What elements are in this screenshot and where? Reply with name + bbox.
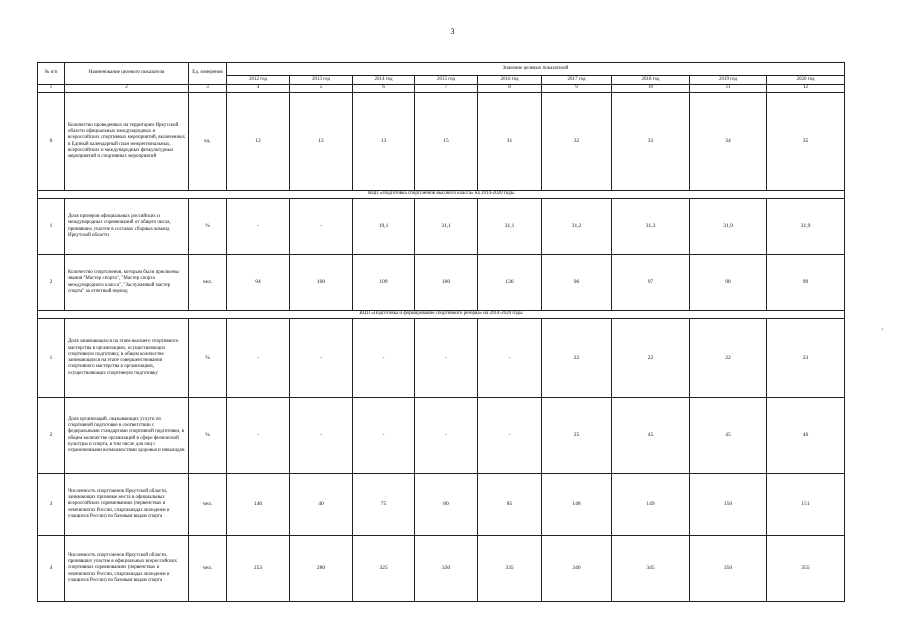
indicator-name: Количество проведенных на территории Иркутской области официальных международных и всероссийских спортивных мероприятий, включенных в Единый календарный план межрегиональных, всероссийских и международных физкультурных мероприятий и спортивных мероприятий <box>65 93 189 191</box>
column-number: 8 <box>478 85 542 93</box>
table-row <box>38 255 845 311</box>
header-no: № п/п <box>38 63 65 85</box>
value-cell: - <box>415 319 478 398</box>
table-row <box>38 199 845 255</box>
header-year: 2020 год <box>767 76 845 85</box>
value-cell: 35 <box>767 93 845 191</box>
header-year: 2013 год <box>290 76 353 85</box>
header-year: 2015 год <box>415 76 478 85</box>
header-year: 2014 год <box>353 76 415 85</box>
indicator-name: Доля призеров официальных российских и международных соревнований от общего числа, принявших участие в составах сборных команд Иркутской области <box>65 199 189 255</box>
value-cell: 345 <box>612 536 690 602</box>
value-cell: 25 <box>542 398 612 474</box>
column-number: 3 <box>189 85 227 93</box>
value-cell: 22 <box>612 319 690 398</box>
table-row <box>38 398 845 474</box>
indicator-unit: % <box>189 199 227 255</box>
value-cell: 23 <box>767 319 845 398</box>
header-year: 2016 год <box>478 76 542 85</box>
indicator-unit: чел. <box>189 255 227 311</box>
value-cell: - <box>290 199 353 255</box>
value-cell: 98 <box>690 255 767 311</box>
value-cell: 31,2 <box>542 199 612 255</box>
value-cell: 355 <box>767 536 845 602</box>
indicator-name: Количество спортсменов, которым были присвоены звания "Мастер спорта", "Мастер спорта международного класса", "Заслуженный мастер спорта" за отчетный период <box>65 255 189 311</box>
value-cell: - <box>290 319 353 398</box>
section-row <box>38 311 845 319</box>
value-cell: 34 <box>690 93 767 191</box>
value-cell: 136 <box>478 255 542 311</box>
section-title: ВЦП «Подготовка и формирование спортивного резерва» на 2014-2020 годы <box>38 311 845 319</box>
column-number: 4 <box>227 85 290 93</box>
value-cell: 96 <box>542 255 612 311</box>
row-number: 1 <box>38 199 65 255</box>
header-year: 2017 год <box>542 76 612 85</box>
indicator-name: Численность спортсменов Иркутской области, принявших участие в официальных всероссийских спортивных соревнованиях (первенствах и чемпионатах России, спартакиадах молодежи и учащихся России) по базовым видам спорта <box>65 536 189 602</box>
value-cell: 12 <box>227 93 290 191</box>
row-number: 4 <box>38 536 65 602</box>
value-cell: 32 <box>542 93 612 191</box>
column-number: 9 <box>542 85 612 93</box>
value-cell: 253 <box>227 536 290 602</box>
header-year: 2019 год <box>690 76 767 85</box>
header-unit: Ед. измерения <box>189 63 227 85</box>
value-cell: 31,9 <box>767 199 845 255</box>
indicator-name: Доля организаций, оказывающих услуги по спортивной подготовке в соответствии с федеральными стандартами спортивной подготовки, в общем количестве организаций в сфере физической культуры и спорта, в том числе для лиц с ограниченными возможностями здоровья и инвалидов <box>65 398 189 474</box>
column-number: 11 <box>690 85 767 93</box>
value-cell: 31,3 <box>612 199 690 255</box>
value-cell: 280 <box>290 536 353 602</box>
header-year: 2018 год <box>612 76 690 85</box>
value-cell: 46 <box>767 398 845 474</box>
column-number: 12 <box>767 85 845 93</box>
table-row <box>38 319 845 398</box>
indicator-unit: % <box>189 398 227 474</box>
value-cell: - <box>415 398 478 474</box>
value-cell: 22 <box>690 319 767 398</box>
column-number: 5 <box>290 85 353 93</box>
value-cell: 15 <box>415 93 478 191</box>
value-cell: - <box>227 398 290 474</box>
value-cell: 22 <box>542 319 612 398</box>
value-cell: 33 <box>612 93 690 191</box>
indicators-table <box>37 62 845 602</box>
section-row <box>38 191 845 199</box>
value-cell: 31 <box>478 93 542 191</box>
column-number: 10 <box>612 85 690 93</box>
value-cell: 340 <box>542 536 612 602</box>
value-cell: 85 <box>478 474 542 536</box>
value-cell: - <box>478 319 542 398</box>
column-number: 1 <box>38 85 65 93</box>
row-number: 2 <box>38 255 65 311</box>
table-row <box>38 474 845 536</box>
margin-mark: , <box>881 325 883 331</box>
indicator-unit: чел. <box>189 536 227 602</box>
value-cell: 12 <box>290 93 353 191</box>
indicator-name: Численность спортсменов Иркутской области, занимающих призовые места в официальных всероссийских соревнованиях (первенствах и чемпионатах России, спартакиадах молодежи и учащихся России) по базовым видам спорта <box>65 474 189 536</box>
value-cell: 100 <box>290 255 353 311</box>
row-number: 1 <box>38 319 65 398</box>
header-values-group: Значение целевых показателей <box>227 63 845 76</box>
value-cell: 335 <box>478 536 542 602</box>
indicator-unit: чел. <box>189 474 227 536</box>
indicator-name: Доля занимающихся на этапе высшего спортивного мастерства в организациях, осуществляющих спортивную подготовку, в общем количестве занимающихся на этапе совершенствования спортивного мастерства в организациях, осуществляющих спортивную подготовку <box>65 319 189 398</box>
value-cell: 325 <box>353 536 415 602</box>
page-number: 3 <box>450 27 455 36</box>
value-cell: - <box>290 398 353 474</box>
section-title: ВЦП «Подготовка спортсменов высокого класса» на 2014-2020 годы <box>38 191 845 199</box>
row-number: 2 <box>38 398 65 474</box>
table-row <box>38 536 845 602</box>
value-cell: 350 <box>690 536 767 602</box>
indicator-unit: % <box>189 319 227 398</box>
value-cell: 75 <box>353 474 415 536</box>
header-name: Наименование целевого показателя <box>65 63 189 85</box>
value-cell: 99 <box>767 255 845 311</box>
value-cell: 330 <box>415 536 478 602</box>
value-cell: - <box>478 398 542 474</box>
value-cell: 80 <box>415 474 478 536</box>
table-row <box>38 93 845 191</box>
value-cell: 109 <box>353 255 415 311</box>
value-cell: 31,1 <box>478 199 542 255</box>
value-cell: - <box>353 319 415 398</box>
indicator-unit: ед. <box>189 93 227 191</box>
value-cell: 146 <box>227 474 290 536</box>
value-cell: 149 <box>612 474 690 536</box>
header-year: 2012 год <box>227 76 290 85</box>
value-cell: 13 <box>353 93 415 191</box>
value-cell: - <box>227 199 290 255</box>
value-cell: 151 <box>767 474 845 536</box>
value-cell: 94 <box>227 255 290 311</box>
column-number: 6 <box>353 85 415 93</box>
value-cell: 31,9 <box>690 199 767 255</box>
value-cell: 40 <box>290 474 353 536</box>
value-cell: 45 <box>690 398 767 474</box>
value-cell: 31,1 <box>415 199 478 255</box>
value-cell: 100 <box>415 255 478 311</box>
column-number: 7 <box>415 85 478 93</box>
value-cell: - <box>353 398 415 474</box>
value-cell: 97 <box>612 255 690 311</box>
value-cell: 150 <box>690 474 767 536</box>
value-cell: 45 <box>612 398 690 474</box>
value-cell: - <box>227 319 290 398</box>
row-number: 6 <box>38 93 65 191</box>
column-number: 2 <box>65 85 189 93</box>
row-number: 3 <box>38 474 65 536</box>
value-cell: 148 <box>542 474 612 536</box>
value-cell: 19,1 <box>353 199 415 255</box>
